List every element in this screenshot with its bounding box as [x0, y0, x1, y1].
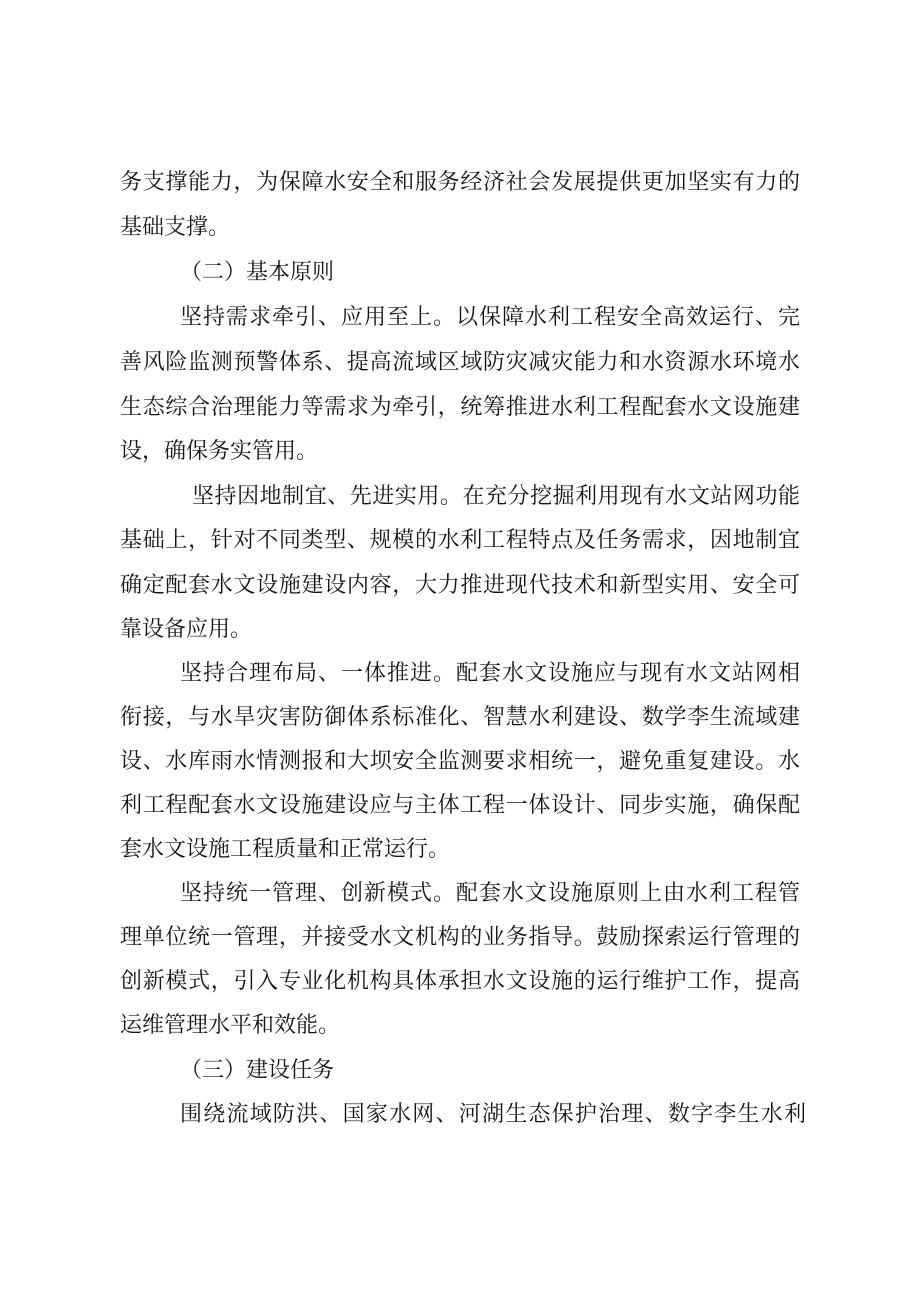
text-line: 运维管理水平和效能。 [120, 1013, 341, 1038]
text-line: 设，确保务实管用。 [120, 439, 319, 464]
text-line: 坚持统一管理、创新模式。配套水文设施原则上由水利工程管 [180, 881, 800, 906]
text-line: 基础支撑。 [120, 215, 231, 240]
text-line: 生态综合治理能力等需求为牵引，统筹推进水利工程配套水文设施建 [120, 395, 800, 420]
text-line: 坚持需求牵引、应用至上。以保障水利工程安全高效运行、完 [180, 305, 800, 330]
text-line: 靠设备应用。 [120, 617, 253, 642]
text-line: 套水文设施工程质量和正常运行。 [120, 837, 451, 862]
section-heading: （二）基本原则 [180, 260, 335, 285]
text-line: 坚持因地制宜、先进实用。在充分挖掘利用现有水文站网功能 [192, 484, 800, 509]
text-line: 善风险监测预警体系、提高流域区域防灾减灾能力和水资源水环境水 [120, 350, 800, 375]
text-line: 确定配套水文设施建设内容，大力推进现代技术和新型实用、安全可 [120, 573, 800, 598]
text-line: 坚持合理布局、一体推进。配套水文设施应与现有水文站网相 [180, 661, 800, 686]
text-line: 衔接，与水旱灾害防御体系标准化、智慧水利建设、数学李生流域建 [120, 705, 800, 730]
text-line: 基础上，针对不同类型、规模的水利工程特点及任务需求，因地制宜 [120, 528, 800, 553]
text-line: 设、水库雨水情测报和大坝安全监测要求相统一，避免重复建设。水 [120, 749, 800, 774]
text-line: 务支撑能力，为保障水安全和服务经济社会发展提供更加坚实有力的 [120, 170, 800, 195]
text-line: 围绕流域防洪、国家水网、河湖生态保护治理、数字李生水利 [180, 1102, 806, 1127]
text-line: 利工程配套水文设施建设应与主体工程一体设计、同步实施，确保配 [120, 793, 800, 818]
section-heading: （三）建设任务 [180, 1058, 335, 1083]
text-line: 理单位统一管理，并接受水文机构的业务指导。鼓励探索运行管理的 [120, 925, 800, 950]
text-line: 创新模式，引入专业化机构具体承担水文设施的运行维护工作，提高 [120, 969, 800, 994]
